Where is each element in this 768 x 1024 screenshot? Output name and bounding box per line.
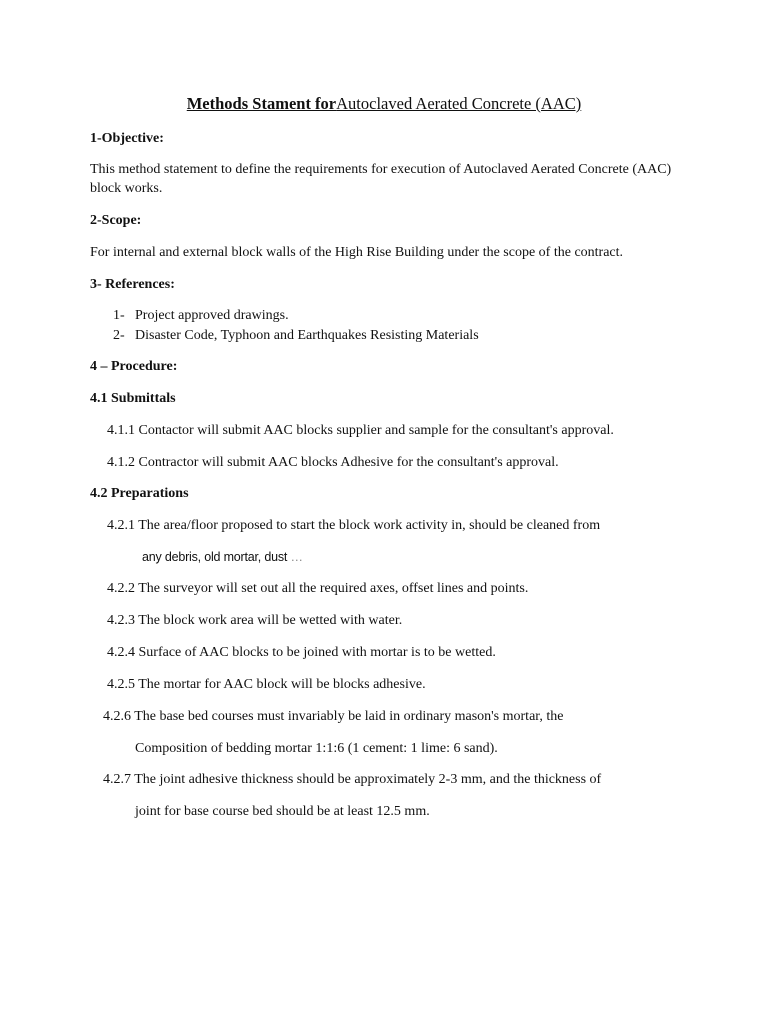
preparation-item-4-2-4: 4.2.4 Surface of AAC blocks to be joined with mortar is to be wetted. [107, 645, 496, 660]
reference-text-2: Disaster Code, Typhoon and Earthquakes Resisting Materials [135, 328, 479, 343]
preparation-item-4-2-1-debris-text: any debris, old mortar, dust [142, 550, 288, 564]
preparation-item-4-2-1-line-2 [142, 548, 303, 566]
preparations-heading: 4.2 Preparations [90, 486, 189, 501]
procedure-heading: 4 – Procedure: [90, 359, 178, 374]
preparation-item-4-2-6-line-2: Composition of bedding mortar 1:1:6 (1 cement: 1 lime: 6 sand). [135, 741, 498, 756]
preparation-item-4-2-7-line-2: joint for base course bed should be at least 12.5 mm. [135, 804, 430, 819]
reference-text-1: Project approved drawings. [135, 308, 289, 323]
scope-heading: 2-Scope: [90, 213, 142, 228]
scope-text: For internal and external block walls of the High Rise Building under the scope of the contract. [90, 245, 624, 260]
submittal-item-4-1-1: 4.1.1 Contactor will submit AAC blocks supplier and sample for the consultant's approval. [107, 423, 614, 438]
preparation-item-4-2-2: 4.2.2 The surveyor will set out all the required axes, offset lines and points. [107, 581, 529, 596]
objective-text-line-2: block works. [90, 181, 163, 196]
preparation-item-4-2-1-line-1: 4.2.1 The area/floor proposed to start the block work activity in, should be cleaned from [107, 518, 601, 533]
preparation-item-4-2-7-line-1: 4.2.7 The joint adhesive thickness should be approximately 2-3 mm, and the thickness of [103, 772, 602, 787]
objective-text-line-1: This method statement to define the requirements for execution of Autoclaved Aerated Concrete (AAC) [90, 162, 672, 177]
preparation-item-4-2-3: 4.2.3 The block work area will be wetted with water. [107, 613, 403, 628]
submittals-heading: 4.1 Submittals [90, 391, 176, 406]
objective-heading: 1-Objective: [90, 131, 164, 146]
title-bold-part: Methods Stament for [186, 94, 337, 113]
preparation-item-4-2-1-ellipsis: … [290, 550, 303, 564]
preparation-item-4-2-5: 4.2.5 The mortar for AAC block will be blocks adhesive. [107, 677, 426, 692]
document-title [0, 93, 768, 115]
submittal-item-4-1-2: 4.1.2 Contractor will submit AAC blocks Adhesive for the consultant's approval. [107, 455, 559, 470]
reference-number-2: 2- [113, 328, 125, 343]
preparation-item-4-2-6-line-1: 4.2.6 The base bed courses must invariably be laid in ordinary mason's mortar, the [103, 709, 564, 724]
reference-number-1: 1- [113, 308, 125, 323]
references-heading: 3- References: [90, 277, 175, 292]
title-main-part: Autoclaved Aerated Concrete (AAC) [336, 94, 582, 113]
